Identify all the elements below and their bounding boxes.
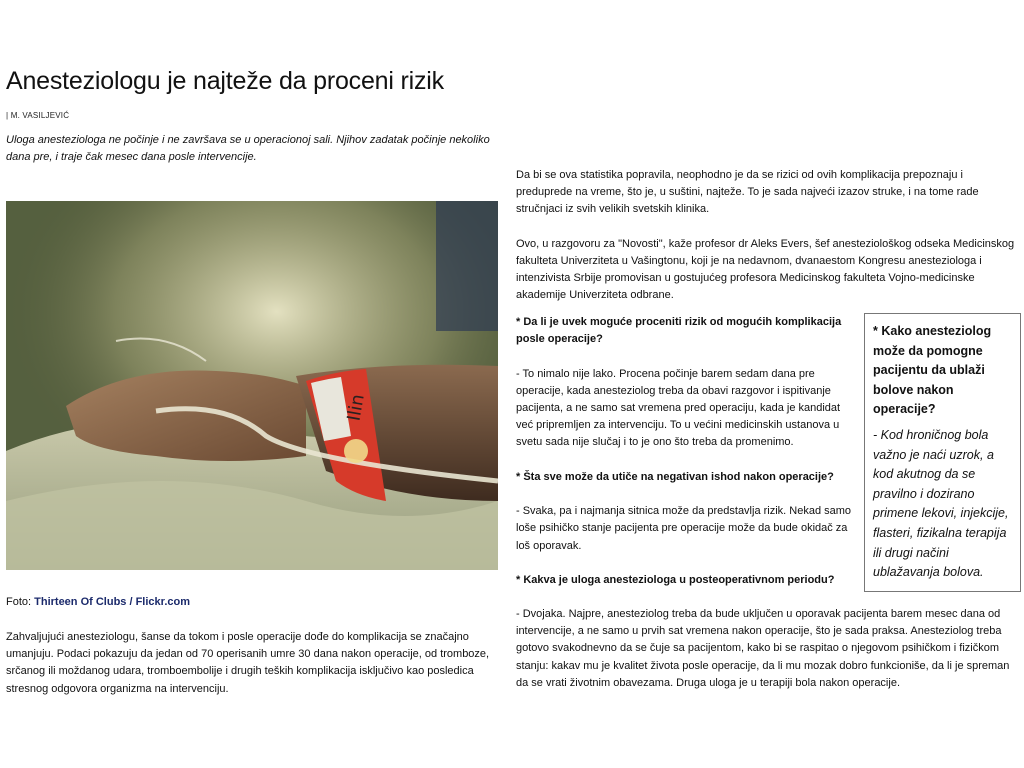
- wristband-text: Ilin: [343, 392, 369, 423]
- interview-question: * Šta sve može da utiče na negativan ishod nakon operacije?: [516, 470, 834, 483]
- photo-credit-prefix: Foto:: [6, 596, 35, 608]
- interview-column: [516, 314, 858, 606]
- left-paragraph: Zahvaljujući anesteziologu, šanse da tokom i posle operacije dođe do komplikacija se značajno umanjuju. Podaci pokazuju da jedan od 70 operisanih umre 30 dana nakon operacije, od tromboze, srčanog ili moždanog udara, tromboembolije i drugih teških komplikacija isključivo kao posledica stresnog odgovora organizma na intervenciju.: [6, 631, 490, 695]
- article-byline: | M. VASILJEVIĆ: [6, 111, 70, 120]
- article-title: Anesteziologu je najteže da proceni rizik: [6, 67, 444, 95]
- interview-question: * Kakva je uloga anesteziologa u posteoperativnom periodu?: [516, 573, 835, 586]
- photo-credit: [6, 596, 190, 608]
- interview-answer: - To nimalo nije lako. Procena počinje barem sedam dana pre operacije, kada anesteziolog treba da obavi razgovor i ispitivanje pacijenta, a ne samo sat vremena pred operaciju, kada je kandidat već pripremljen za intervenciju. To u većini medicinskih ustanova u svetu sada nije slučaj i to je ono što treba da promenimo.: [516, 367, 841, 449]
- sidebar-box: [864, 313, 1021, 592]
- sidebar-answer: - Kod hroničnog bola važno je naći uzrok, a kod akutnog da se pravilno i dozirano primene lekovi, injekcije, flasteri, fizikalna terapija ili drugi načini ublažavanja bolova.: [873, 427, 1009, 580]
- interview-question: * Da li je uvek moguće proceniti rizik od mogućih komplikacija posle operacije?: [516, 316, 842, 346]
- right-intro: [516, 167, 1016, 322]
- intro-paragraph: Ovo, u razgovoru za "Novosti", kaže profesor dr Aleks Evers, šef anesteziološkog odseka Medicinskog fakulteta Univerziteta u Vašingtonu, koji je na nedavnom, dvanaestom Kongresu anesteziologa i intenzivista Srbije promovisan u gostujućeg profesora Medicinskog fakulteta Vojno-medicinske akademije Univerziteta odbrane.: [516, 237, 1015, 302]
- hospital-hand-photo: [6, 201, 498, 570]
- photo-credit-link[interactable]: Thirteen Of Clubs / Flickr.com: [34, 596, 190, 608]
- sidebar-question: * Kako anesteziolog može da pomogne pacijentu da ublaži bolove nakon operacije?: [873, 324, 992, 417]
- interview-answer: - Svaka, pa i najmanja sitnica može da predstavlja rizik. Nekad samo loše psihičko stanje pacijenta pre operacije može da bude okidač za loš oporavak.: [516, 505, 852, 552]
- article-photo: [6, 201, 498, 570]
- article-lede: Uloga anesteziologa ne počinje i ne završava se u operacionoj sali. Njihov zadatak počinje nekoliko dana pre, i traje čak mesec dana posle intervencije.: [6, 134, 490, 163]
- intro-paragraph: Da bi se ova statistika popravila, neophodno je da se rizici od ovih komplikacija prepoznaju i preduprede na vreme, što je, u suštini, najteže. To je sada najveći izazov struke, i na tome rade stručnjaci iz svih velikih svetskih klinika.: [516, 169, 979, 216]
- final-answer: - Dvojaka. Najpre, anesteziolog treba da bude uključen u oporavak pacijenta barem mesec dana od intervencije, a ne samo u prvih sat vremena nakon operacije, što je sada praksa. Anesteziolog treba gotovo svakodnevno da se čuje sa pacijentom, kako bi se raspitao o njegovom psihičkom i fizičkom stanju: kakav mu je kvalitet života posle operacije, da li mu mozak dobro funkcioniše, da li je spreman da se vrati životnim obavezama. Druga uloga je u terapiji bola nakon operacije.: [516, 608, 1010, 689]
